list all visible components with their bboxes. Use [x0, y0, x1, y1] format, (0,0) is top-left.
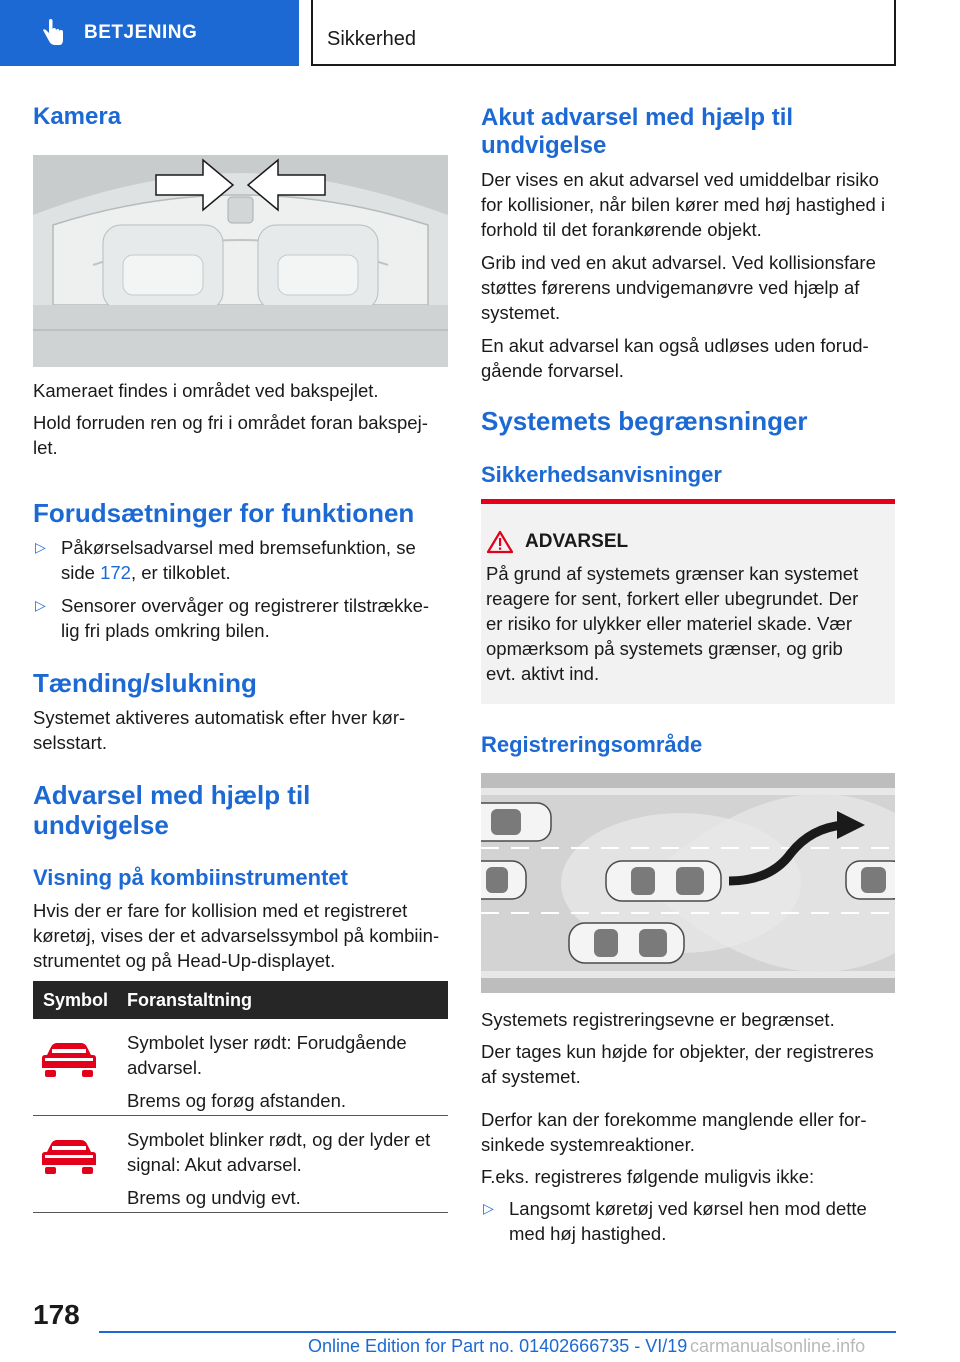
- warning-triangle-icon: [487, 530, 513, 554]
- chapter-title: Sikkerhed: [327, 28, 416, 50]
- col-symbol-header: Symbol: [43, 990, 109, 1010]
- chapter-box: [311, 0, 896, 66]
- akut-text-1b: for kollisioner, når bilen kører med høj hastighed i: [481, 194, 886, 215]
- heading-advarsel-b: undvigelse: [33, 810, 169, 840]
- akut-text-1c: forhold til det forankørende objekt.: [481, 219, 762, 240]
- heading-visning: Visning på kombiinstrumentet: [33, 865, 348, 890]
- kamera-text-2a: Hold forruden ren og fri i området foran bakspej-: [33, 412, 428, 433]
- warning-title: ADVARSEL: [525, 531, 629, 552]
- row2-text: Symbolet blinker rødt, og der lyder et signal: Akut advarsel. Brems og undvig evt.: [127, 1129, 431, 1208]
- registration-area-illustration: [481, 773, 895, 993]
- triangle-bullet-icon: ▷: [35, 539, 46, 555]
- heading-forudsaetninger: Forudsætninger for funktionen: [33, 498, 415, 528]
- reg-text-2b: af systemet.: [481, 1066, 581, 1087]
- footer-divider: [99, 1331, 896, 1333]
- page-link-172[interactable]: 172: [100, 562, 131, 583]
- reg-text-2a: Der tages kun højde for objekter, der registreres: [481, 1041, 874, 1062]
- taending-text-b: selsstart.: [33, 732, 108, 753]
- triangle-bullet-icon: ▷: [483, 1200, 494, 1216]
- row1-text: Symbolet lyser rødt: Forudgående advarsel. Brems og forøg afstanden.: [127, 1032, 407, 1111]
- table-row: [33, 1116, 448, 1213]
- car-warning-red-icon: [41, 1041, 97, 1081]
- heading-begraensninger: Systemets begrænsninger: [481, 406, 808, 436]
- col-action-header: Foranstaltning: [127, 990, 252, 1010]
- list-item: ▷ Påkørselsadvarsel med bremsefunktion, se side 172, er tilkoblet.: [35, 537, 416, 583]
- table-header: [33, 981, 448, 1019]
- akut-text-2b: støttes førerens undvigemanøvre ved hjælp af: [481, 277, 860, 298]
- warning-text: På grund af systemets grænser kan systemet reagere for sent, forkert eller ubegrundet. Der er risiko for ulykker eller materiel skade. Vær opmærksom på systemets grænser, og grib evt. aktivt ind.: [486, 563, 859, 684]
- heading-sikkerhed: Sikkerhedsanvisninger: [481, 462, 722, 487]
- watermark: carmanualsonline.info: [690, 1336, 866, 1356]
- akut-text-1a: Der vises en akut advarsel ved umiddelbar risiko: [481, 169, 879, 190]
- kamera-text-1: Kameraet findes i området ved bakspejlet.: [33, 380, 379, 401]
- akut-text-3a: En akut advarsel kan også udløses uden forud-: [481, 335, 869, 356]
- section-tab: [0, 0, 299, 66]
- heading-kamera: Kamera: [33, 103, 122, 130]
- reg-text-3a: Derfor kan der forekomme manglende eller for-: [481, 1109, 867, 1130]
- hand-icon: [40, 19, 66, 47]
- reg-text-4: F.eks. registreres følgende muligvis ikke:: [481, 1166, 815, 1187]
- table-row: [33, 1019, 448, 1116]
- car-warning-red-icon: [41, 1138, 97, 1178]
- heading-taending: Tænding/slukning: [33, 668, 257, 698]
- heading-akut-b: undvigelse: [481, 132, 607, 159]
- heading-advarsel-a: Advarsel med hjælp til: [33, 780, 311, 810]
- akut-text-3b: gående forvarsel.: [481, 360, 624, 381]
- akut-text-2c: systemet.: [481, 302, 561, 323]
- edition-text: Online Edition for Part no. 01402666735 - VI/19: [308, 1336, 688, 1356]
- taending-text-a: Systemet aktiveres automatisk efter hver kør-: [33, 707, 406, 728]
- visning-text-b: køretøj, vises der et advarselssymbol på kombiin-: [33, 925, 440, 946]
- symbol-table: [33, 981, 448, 1213]
- camera-illustration: [33, 155, 448, 367]
- visning-text-a: Hvis der er fare for kollision med et registreret: [33, 900, 408, 921]
- visning-text-c: strumentet og på Head-Up-displayet.: [33, 950, 336, 971]
- page-number: 178: [33, 1299, 80, 1330]
- heading-akut-a: Akut advarsel med hjælp til: [481, 104, 794, 131]
- list-item: ▷ Sensorer overvåger og registrerer tilstrække- lig fri plads omkring bilen.: [35, 595, 430, 641]
- page-header: [0, 0, 960, 66]
- list-item: ▷ Langsomt køretøj ved kørsel hen mod dette med høj hastighed.: [483, 1198, 867, 1244]
- reg-text-1: Systemets registreringsevne er begrænset.: [481, 1009, 835, 1030]
- reg-text-3b: sinkede systemreaktioner.: [481, 1134, 695, 1155]
- warning-box: [481, 499, 895, 704]
- akut-text-2a: Grib ind ved en akut advarsel. Ved kollisionsfare: [481, 252, 876, 273]
- kamera-text-2b: let.: [33, 437, 58, 458]
- section-tab-label: BETJENING: [84, 22, 198, 43]
- triangle-bullet-icon: ▷: [35, 597, 46, 613]
- heading-registrering: Registreringsområde: [481, 732, 703, 757]
